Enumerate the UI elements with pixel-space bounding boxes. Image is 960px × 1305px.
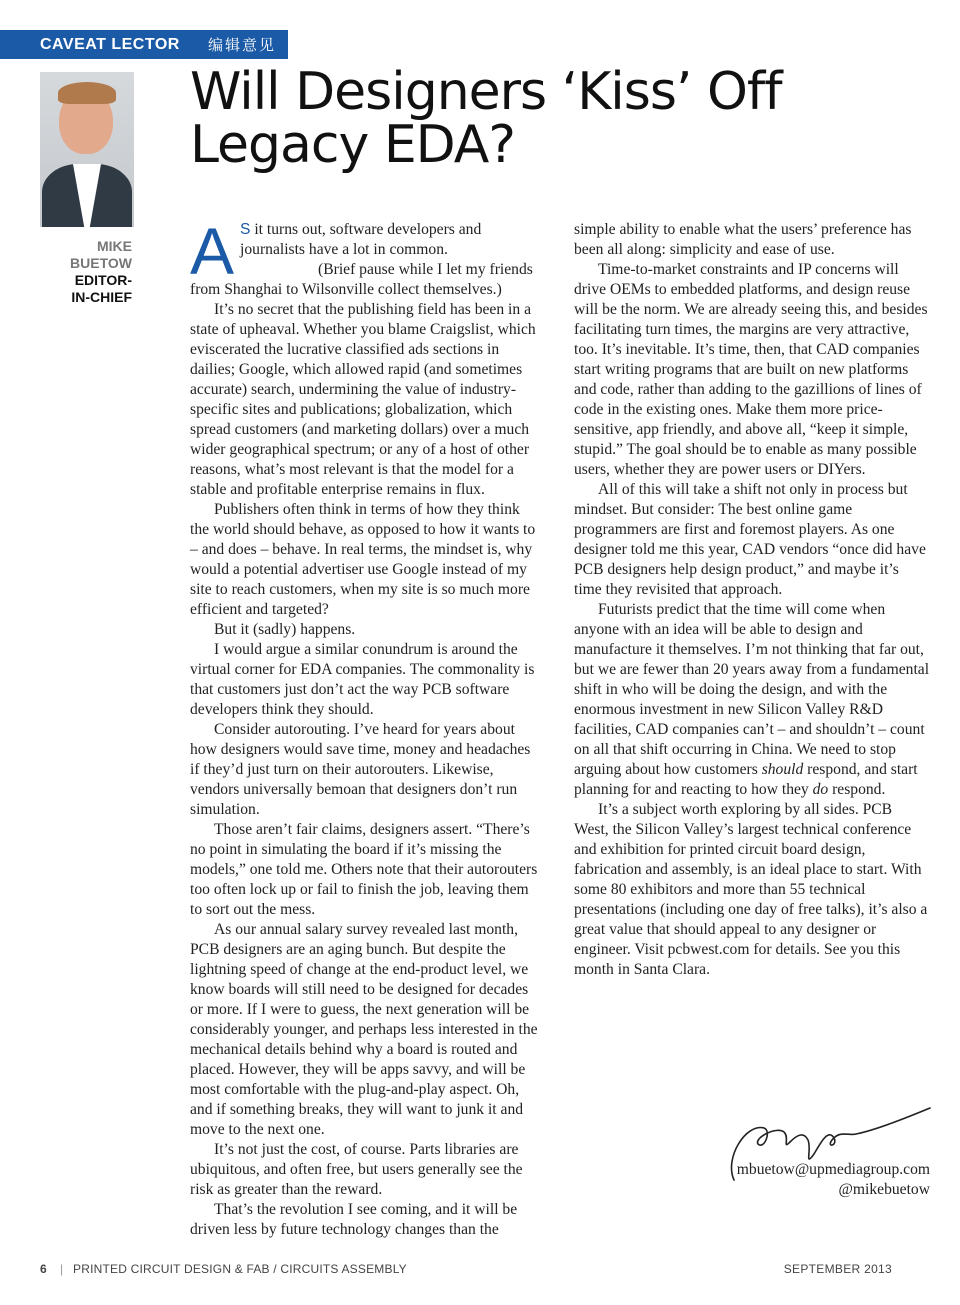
issue-date: SEPTEMBER 2013 <box>783 1262 892 1276</box>
emphasis: do <box>812 781 829 798</box>
paragraph: It’s a subject worth exploring by all sides. PCB West, the Silicon Valley’s largest technical conference and exhibition for printed circuit board design, fabrication and assembly, is an ideal place to start. With some 80 exhibitors and more than 55 technical presentations (including one day of free talks), it’s also a great value that should appeal to any designer or engineer. Visit pcbwest.com for details. See you this month in Santa Clara. <box>574 801 928 978</box>
author-email[interactable]: mbuetow@upmediagroup.com <box>736 1161 930 1178</box>
emphasis: should <box>761 761 804 778</box>
paragraph: Those aren’t fair claims, designers assert. “There’s no point in simulating the board if it’s missing the models,” one told me. Others note that their autorouters too often lock up or fail to finish the job, leaving them to sort out the mess. <box>190 821 538 918</box>
author-twitter-handle[interactable]: @mikebuetow <box>838 1181 930 1198</box>
author-photo <box>40 72 134 227</box>
publication-name: PRINTED CIRCUIT DESIGN & FAB / CIRCUITS ASSEMBLY <box>73 1262 407 1276</box>
author-last-name: BUETOW <box>70 255 132 271</box>
paragraph: All of this will take a shift not only in process but mindset. But consider: The best online game programmers are first and foremost players. As one designer told me this year, CAD vendors “once did have PCB designers help design product,” and maybe it’s time they revisited that approach. <box>574 481 926 598</box>
paragraph: It’s not just the cost, of course. Parts libraries are ubiquitous, and often free, but users generally see the risk as greater than the reward. <box>190 1141 523 1198</box>
article-column-1 <box>190 214 542 1240</box>
paragraph: But it (sadly) happens. <box>214 621 356 638</box>
paragraph: Time-to-market constraints and IP concerns will drive OEMs to embedded platforms, and design reuse will be the norm. We are already seeing this, and besides facilitating turn times, the margins are very attractive, too. It’s inevitable. It’s time, then, that CAD companies start writing programs that are built on new platforms and code, rather than adding to the gazillions of lines of code in the existing ones. Make them more price-sensitive, app friendly, and above all, “keep it simple, stupid.” The goal should be to enable as many possible users, whether they are power users or DIYers. <box>574 261 928 478</box>
drop-cap: A <box>190 214 235 288</box>
article-column-2 <box>574 220 930 980</box>
author-first-name: MIKE <box>97 238 132 254</box>
paragraph: That’s the revolution I see coming, and it will be driven less by future technology changes than the <box>190 1201 518 1238</box>
title-line-1: Will Designers ‘Kiss’ Off <box>190 62 782 122</box>
author-role-line-1: EDITOR- <box>74 272 132 288</box>
paragraph: Publishers often think in terms of how they think the world should behave, as opposed to how it wants to – and does – behave. In real terms, the mindset is, why would a potential advertiser use Google instead of my site to reach customers, when my site is so much more efficient and targeted? <box>190 501 536 618</box>
section-label: CAVEAT LECTOR <box>40 35 180 53</box>
title-line-2: Legacy EDA? <box>190 115 515 175</box>
paragraph-continued: simple ability to enable what the users’ preference has been all along: simplicity and ease of use. <box>574 221 912 258</box>
lead-text: it turns out, software developers and journalists have a lot in common. <box>240 221 482 258</box>
paragraph: It’s no secret that the publishing field has been in a state of upheaval. Whether you blame Craigslist, which eviscerated the lucrative classified ads sections in dailies; Google, which allowed rapid (and sometimes accurate) search, undermining the value of industry-specific sites and publications; globalization, which spread customers (and marketing dollars) over a much wider geographical spectrum; or any of a host of other reasons, what’s most relevant is that the model for a stable and profitable enterprise remains in flux. <box>190 301 536 498</box>
author-role-line-2: IN-CHIEF <box>71 289 132 305</box>
section-header <box>0 30 288 59</box>
page-number: 6 <box>40 1262 47 1276</box>
article-title <box>190 62 890 175</box>
author-byline <box>40 238 132 306</box>
section-label-chinese: 编辑意见 <box>208 36 277 54</box>
paragraph: I would argue a similar conundrum is around the virtual corner for EDA companies. The commonality is that customers just don’t act the way PCB software developers think they should. <box>190 641 535 718</box>
paragraph: Futurists predict that the time will come when anyone with an idea will be able to design and manufacture it themselves. I’m not thinking that far out, but we are fewer than 20 years away from a fundamental shift in who will be doing the design, and with the enormous investment in new Silicon Valley R&D facilities, CAD companies can’t – and shouldn’t – count on all that shift occurring in China. We need to stop arguing about how customers should respond, and start planning for and reacting to how they do respond. <box>574 601 930 798</box>
author-contact <box>737 1160 930 1200</box>
paragraph: Consider autorouting. I’ve heard for years about how designers would save time, money and headaches if they’d just turn on their autorouters. Likewise, vendors universally bemoan that designers don’t run simulation. <box>190 721 531 818</box>
lead-letter: S <box>240 221 251 238</box>
lead-aside: (Brief pause while I let my friends from Shanghai to Wilsonville collect themselves.) <box>190 261 533 298</box>
footer-separator: | <box>60 1262 64 1276</box>
paragraph: As our annual salary survey revealed last month, PCB designers are an aging bunch. But despite the lightning speed of change at the end-product level, we know boards will still need to be designed for decades or more. If I were to guess, the next generation will be considerably younger, and perhaps less interested in the mechanical details behind why a board is routed and placed. However, they will be apps savvy, and will be most comfortable with the plug-and-play aspect. Oh, and if something breaks, they will want to junk it and move to the next one. <box>190 921 538 1138</box>
page-footer <box>0 1262 960 1280</box>
